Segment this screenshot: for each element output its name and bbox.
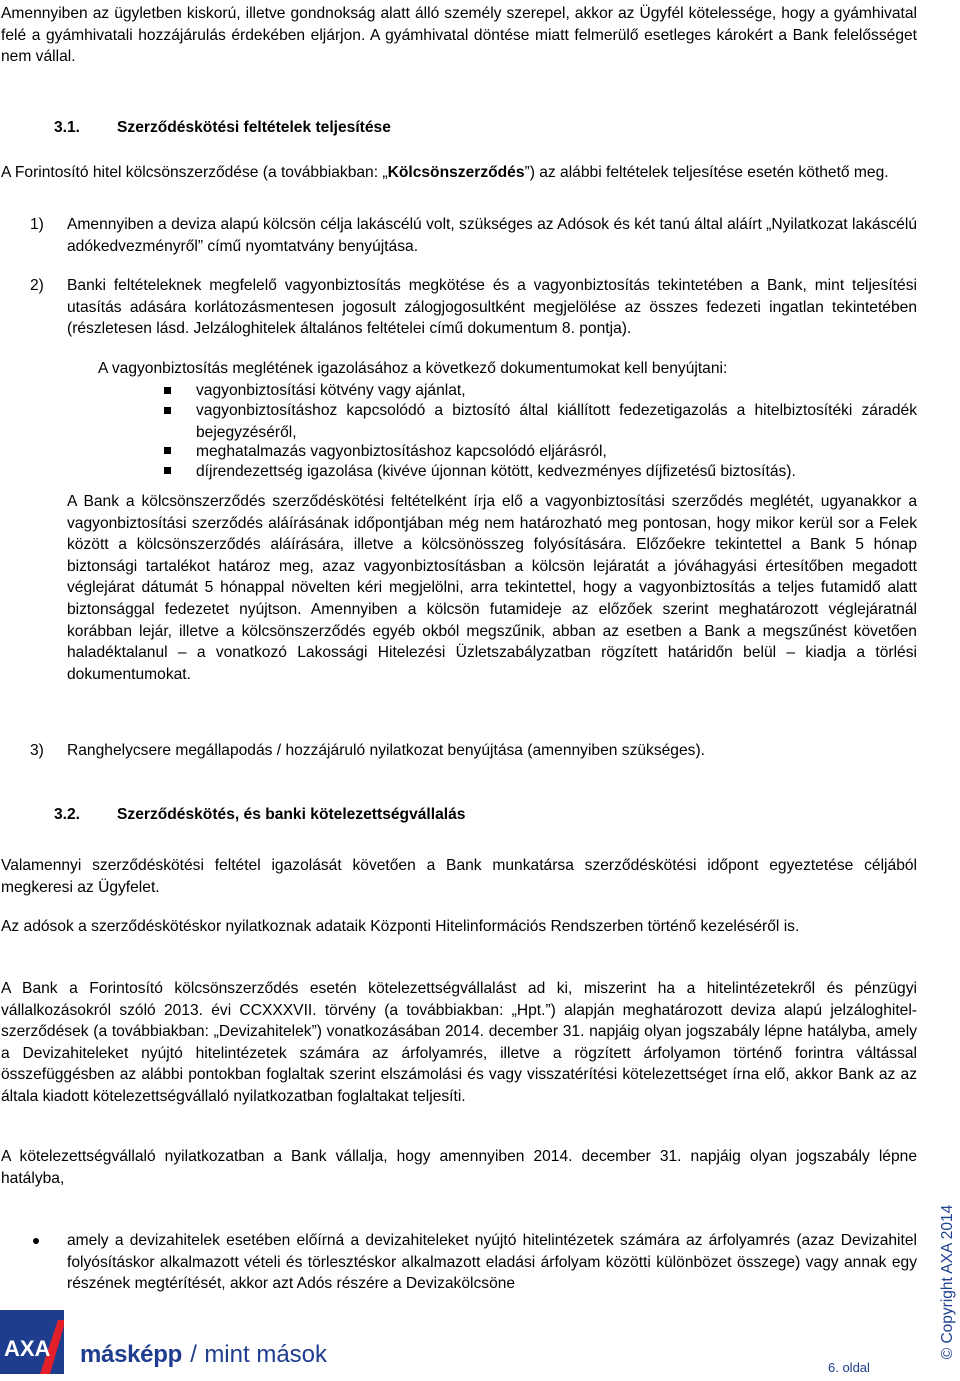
list-item: vagyonbiztosítási kötvény vagy ajánlat, [196, 382, 466, 399]
brand-slogan-light: mint mások [204, 1341, 328, 1368]
brand-slogan [80, 1341, 327, 1372]
section-3-2-number: 3.2. [54, 806, 81, 823]
axa-logo-text: AXA [4, 1336, 51, 1361]
bank-paragraph: A Bank a kölcsönszerződés szerződéskötési feltételként írja elő a vagyonbiztosítási szerződés meglétét, ugyanakkor a vagyonbiztosítási szerződés aláírásának időpontjában még nem határozható meg pontosan, hogy mikor kerül sor a Felek között a kölcsönszerződés aláírására, illetve a kölcsönösszeg folyósítására. Előzőekre tekintettel a Bank 5 hónap biztonsági tartalékot határoz meg, azaz vagyonbiztosításban a kölcsön lejáratát a jóváhagyási értesítőben megadott véglejárat dátumát 5 hónappal növelten kéri megjelölni, arra tekintettel, hogy a vagyonbiztosítás a teljes futamidő alatt biztonsággal fedezetet nyújtson. Amennyiben a kölcsön futamideje az előzőek szerint meghatározott véglejáratnál korábban lejár, illetve a kölcsönszerződés egyéb okból megszűnik, abban az esetben a Bank a megszűnést követően haladéktalanul – a vonatkozó Lakossági Hitelezési Üzletszabályzatban rögzített határidőn belül – kiadja a törlési dokumentumokat. [67, 493, 917, 683]
list-item: 1) Amennyiben a deviza alapú kölcsön célja lakáscélú volt, szükséges az Adósok és két tanú által aláírt „Nyilatkozat lakáscélú adókedvezményről” című nyomtatvány benyújtása. [30, 216, 917, 255]
section-3-1-number: 3.1. [54, 119, 81, 136]
round-bullet-icon [33, 1238, 39, 1244]
section-3-1-intro: A Forintosító hitel kölcsönszerződése (a továbbiakban: „Kölcsönszerződés”) az alábbi feltételek teljesítése esetén köthető meg. [1, 164, 889, 181]
intro-paragraph: Amennyiben az ügyletben kiskorú, illetve gondnokság alatt álló személy szerepel, akkor az Ügyfél kötelessége, hogy a gyámhivatal felé a gyámhivatali hozzájárulás érdekében eljárjon. A gyámhivatal döntése miatt felmerülő esetleges károkért a Bank felelősséget nem vállal. [1, 5, 917, 66]
paragraph: A kötelezettségvállaló nyilatkozatban a Bank vállalja, hogy amennyiben 2014. december 31. napjáig olyan jogszabály lépne hatályba, [1, 1148, 917, 1187]
list-item: díjrendezettség igazolása (kivéve újonnan kötött, kedvezményes díjfizetésű biztosítás). [196, 463, 796, 480]
proof-intro: A vagyonbiztosítás meglétének igazolásához a következő dokumentumokat kell benyújtani: [98, 360, 728, 377]
copyright-notice: © Copyright AXA 2014 [939, 1204, 957, 1360]
list-item: amely a devizahitelek esetében előírná a devizahiteleket nyújtó hitelintézetek számára az árfolyamrés (azaz Devizahitel folyósításkor alkalmazott vételi és törlesztéskor alkalmazott eladási árfolyam közötti különbözet összege) vagy annak egy részének megtérítését, akkor azt Adós részére a Devizakölcsöne [67, 1232, 917, 1293]
square-bullet-icon [164, 407, 171, 414]
paragraph: A Bank a Forintosító kölcsönszerződés esetén kötelezettségvállalást ad ki, miszerint ha a hitelintézetekről és pénzügyi vállalkozásokról szóló 2013. évi CCXXXVII. törvény (a továbbiakban: „Hpt.”) alapján meghatározott deviza alapú jelzáloghitel-szerződések (a továbbiakban: „Devizahitelek”) vonatkozásában 2014. december 31. napjáig olyan jogszabály lépne hatályba, amely a Devizahiteleket nyújtó hitelintézetek számára az árfolyamrés, illetve a rögzített árfolyamon történő forintra váltással összefüggésben az alábbi pontokban foglaltak szerint elszámolási és vagy visszatérítési kötelezettséget írna elő, akkor Bank az az általa kiadott kötelezettségvállaló nyilatkozatban foglaltakat teljesíti. [1, 980, 917, 1105]
list-item: 2) Banki feltételeknek megfelelő vagyonbiztosítás megkötése és a vagyonbiztosítás tekintetében a Bank, mint teljesítési utasítás adására korlátozásmentesen jogosult zálogjogosultként megjelölése az összes fedezeti ingatlan tekintetében (részletesen lásd. Jelzáloghitelek általános feltételei című dokumentum 8. pontja). [30, 277, 917, 338]
square-bullet-icon [164, 387, 171, 394]
square-bullet-icon [164, 467, 171, 474]
brand-slogan-separator: / [190, 1341, 197, 1368]
paragraph: Valamennyi szerződéskötési feltétel igazolását követően a Bank munkatársa szerződéskötési időpont egyeztetése céljából megkeresi az Ügyfelet. [1, 857, 917, 896]
brand-slogan-bold: másképp [80, 1341, 182, 1368]
section-3-2-title: Szerződéskötés, és banki kötelezettségvállalás [117, 806, 466, 823]
paragraph: Az adósok a szerződéskötéskor nyilatkoznak adataik Központi Hitelinformációs Rendszerben történő kezeléséről is. [1, 918, 800, 935]
axa-logo [0, 1310, 64, 1374]
page-number: 6. oldal [828, 1360, 870, 1375]
list-item: 3) Ranghelycsere megállapodás / hozzájáruló nyilatkozat benyújtása (amennyiben szükséges). [30, 742, 705, 759]
square-bullet-icon [164, 447, 171, 454]
list-item: vagyonbiztosításhoz kapcsolódó a biztosító által kiállított fedezetigazolás a hitelbiztosítéki záradék bejegyzéséről, [196, 402, 917, 441]
axa-logo-icon [0, 1310, 64, 1374]
term-kolcsonszerzodes: Kölcsönszerződés [387, 164, 525, 181]
section-3-1-title: Szerződéskötési feltételek teljesítése [117, 119, 391, 136]
list-item: meghatalmazás vagyonbiztosításhoz kapcsolódó eljárásról, [196, 443, 607, 460]
